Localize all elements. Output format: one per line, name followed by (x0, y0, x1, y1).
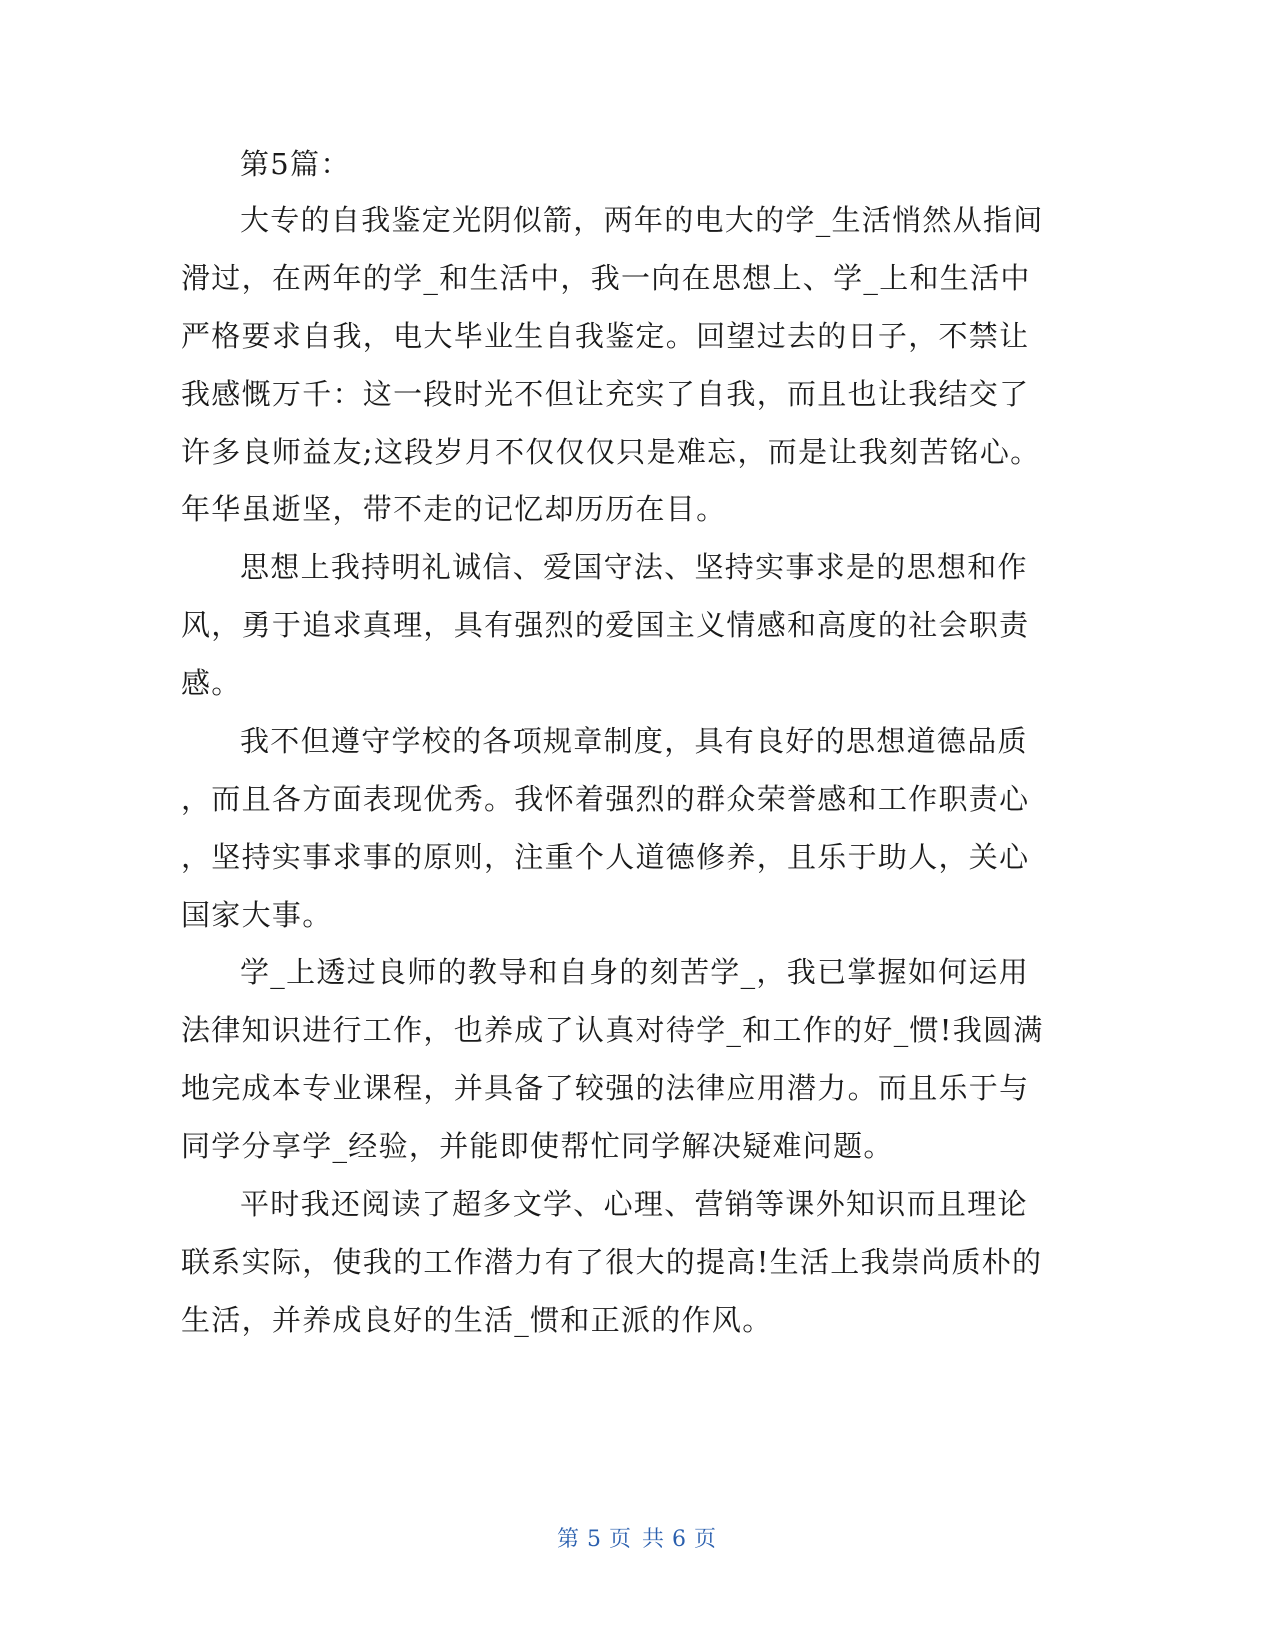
text-line: 我感慨万千：这一段时光不但让充实了自我，而且也让我结交了 (181, 377, 1030, 411)
footer-total-pages: 6 (672, 1527, 688, 1552)
text-line: 许多良师益友;这段岁月不仅仅仅只是难忘，而是让我刻苦铭心。 (181, 435, 1041, 469)
text-line: 大专的自我鉴定光阴似箭，两年的电大的学_生活悄然从指间 (240, 203, 1044, 237)
text-line: 滑过，在两年的学_和生活中，我一向在思想上、学_上和生活中 (181, 261, 1031, 295)
footer-suffix: 页 (694, 1527, 719, 1552)
text-line: 感。 (181, 666, 242, 700)
text-line: 学_上透过良师的教导和自身的刻苦学_，我已掌握如何运用 (240, 955, 1030, 989)
text-line: 平时我还阅读了超多文学、心理、营销等课外知识而且理论 (240, 1187, 1028, 1221)
text-line: 生活，并养成良好的生活_惯和正派的作风。 (181, 1303, 773, 1337)
text-line: 地完成本专业课程，并具备了较强的法律应用潜力。而且乐于与 (181, 1071, 1030, 1105)
text-line: 国家大事。 (181, 898, 333, 932)
text-line: 我不但遵守学校的各项规章制度，具有良好的思想道德品质 (240, 724, 1028, 758)
section-heading: 第5篇： (240, 147, 351, 181)
text-line: 同学分享学_经验，并能即使帮忙同学解决疑难问题。 (181, 1129, 894, 1163)
text-line: 风，勇于追求真理，具有强烈的爱国主义情感和高度的社会职责 (181, 608, 1030, 642)
text-line: ，坚持实事求事的原则，注重个人道德修养，且乐于助人，关心 (181, 840, 1030, 874)
footer-middle: 页 共 (609, 1527, 666, 1552)
text-line: 联系实际，使我的工作潜力有了很大的提高!生活上我崇尚质朴的 (181, 1245, 1043, 1279)
page-footer (0, 1522, 1275, 1553)
text-line: 年华虽逝坚，带不走的记忆却历历在目。 (181, 492, 727, 526)
text-line: 法律知识进行工作，也养成了认真对待学_和工作的好_惯!我圆满 (181, 1013, 1044, 1047)
footer-page-number: 5 (587, 1527, 603, 1552)
text-line: ，而且各方面表现优秀。我怀着强烈的群众荣誉感和工作职责心 (181, 782, 1030, 816)
text-line: 思想上我持明礼诚信、爱国守法、坚持实事求是的思想和作 (240, 550, 1028, 584)
text-line: 严格要求自我，电大毕业生自我鉴定。回望过去的日子，不禁让 (181, 319, 1030, 353)
footer-prefix: 第 (556, 1527, 581, 1552)
